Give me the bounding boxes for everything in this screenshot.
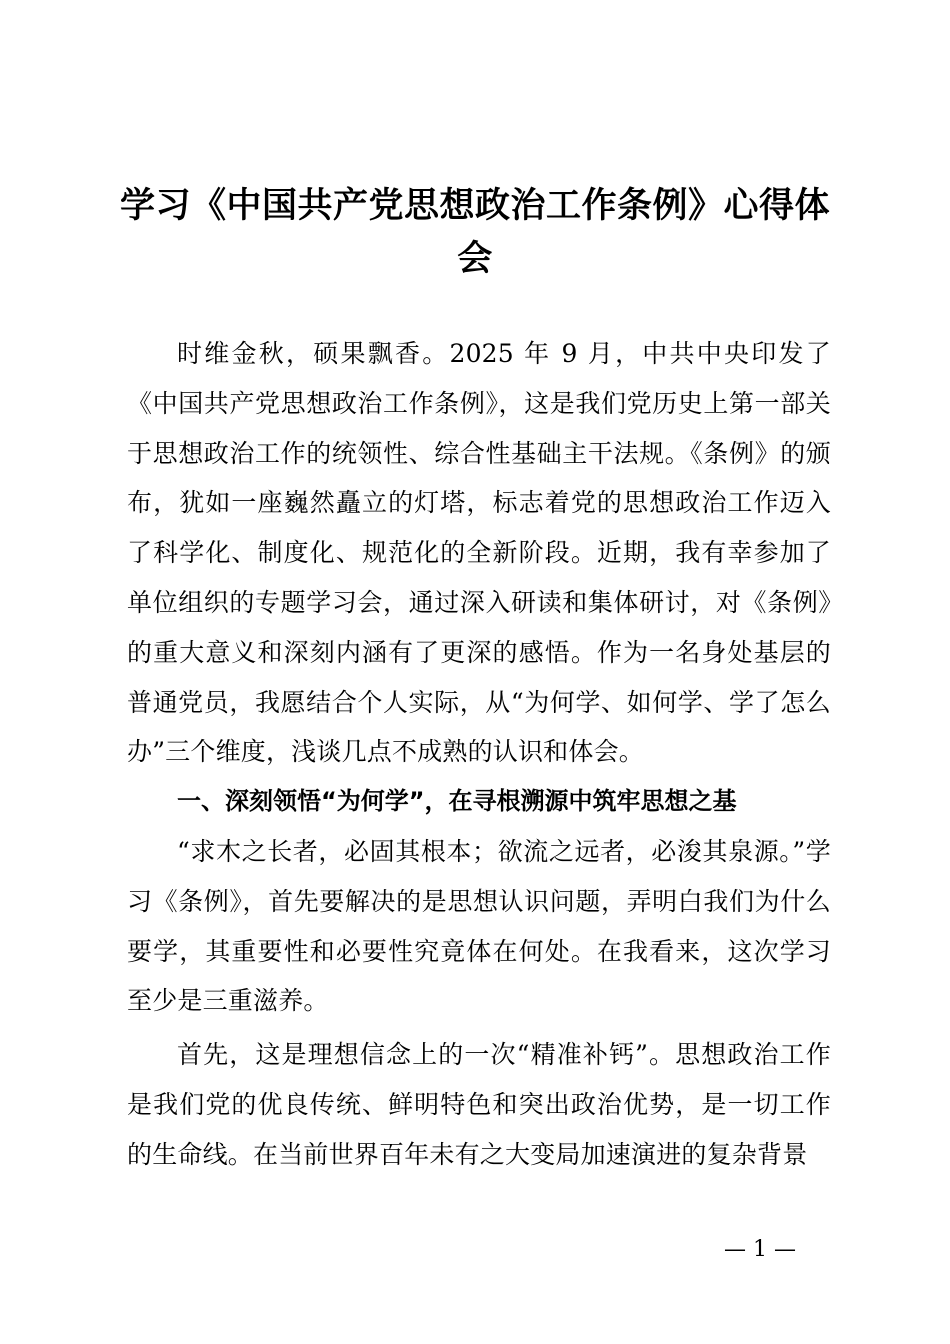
document-body bbox=[127, 329, 831, 1180]
section-heading-1: 一、深刻领悟“为何学”，在寻根溯源中筑牢思想之基 bbox=[177, 787, 737, 816]
paragraph-first-point: 首先，这是理想信念上的一次“精准补钙”。思想政治工作是我们党的优良传统、鲜明特色和突出政治优势，是一切工作的生命线。在当前世界百年未有之大变局加速演进的复杂背景 bbox=[127, 1040, 831, 1169]
paragraph-why-learn: “求木之长者，必固其根本；欲流之远者，必浚其泉源。”学习《条例》，首先要解决的是思想认识问题，弄明白我们为什么要学，其重要性和必要性究竟体在何处。在我看来，这次学习至少是三重滋养。 bbox=[127, 836, 831, 1016]
page-number: — 1 — bbox=[724, 1237, 796, 1262]
document-title: 学习《中国共产党思想政治工作条例》心得体会 bbox=[119, 186, 830, 279]
paragraph-intro: 时维金秋，硕果飘香。2025 年 9 月，中共中央印发了《中国共产党思想政治工作条例》，这是我们党历史上第一部关于思想政治工作的统领性、综合性基础主干法规。《条例》的颁布，犹如一座巍然矗立的灯塔，标志着党的思想政治工作迈入了科学化、制度化、规范化的全新阶段。近期，我有幸参加了单位组织的专题学习会，通过深入研读和集体研讨，对《条例》的重大意义和深刻内涵有了更深的感悟。作为一名身处基层的普通党员，我愿结合个人实际，从“为何学、如何学、学了怎么办”三个维度，浅谈几点不成熟的认识和体会。 bbox=[127, 339, 831, 767]
